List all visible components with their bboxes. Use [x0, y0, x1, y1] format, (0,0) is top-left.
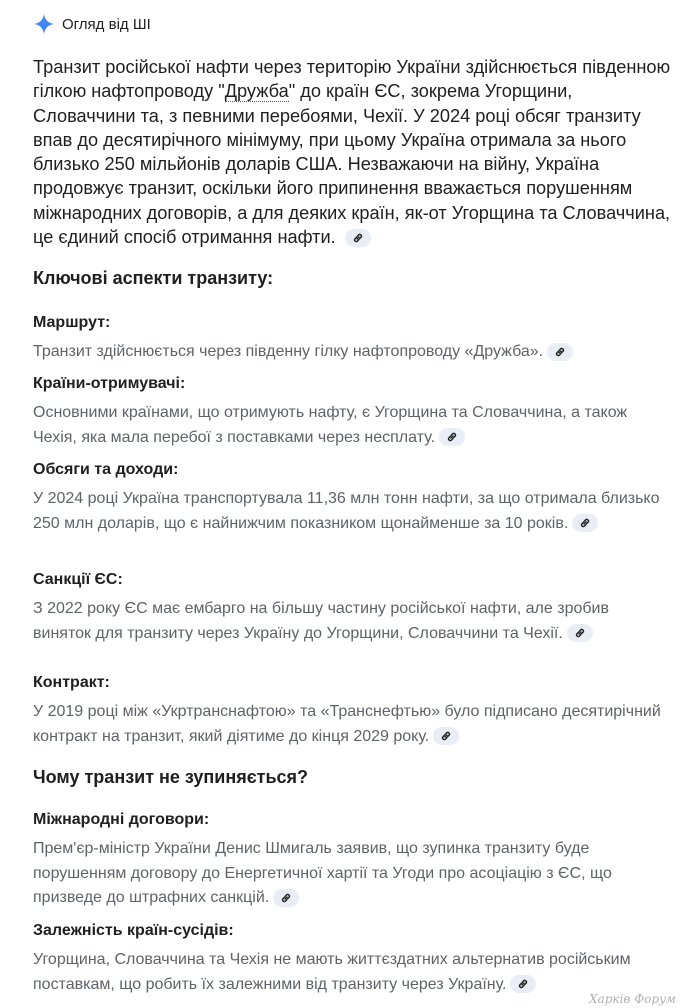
item-text-body: У 2024 році Україна транспортувала 11,36 млн тонн нафти, за що отримала близько 250 млн доларів, що є найнижчим показником щонайменше за 10 років.: [33, 490, 660, 532]
source-link-button[interactable]: [510, 975, 536, 993]
source-link-button[interactable]: [345, 229, 371, 247]
link-icon: [517, 978, 529, 990]
source-link-button[interactable]: [572, 514, 598, 532]
section-heading-key-aspects: Ключові аспекти транзиту:: [33, 268, 274, 288]
item-text: [33, 948, 663, 997]
item-text: [33, 340, 663, 365]
intro-paragraph: [33, 55, 673, 249]
source-link-button[interactable]: [547, 343, 573, 361]
item-text-body: З 2022 року ЄС має ембарго на більшу частину російської нафти, але зробив виняток для транзиту через Україну до Угорщини, Словаччини та Чехії.: [33, 600, 609, 642]
link-icon: [574, 627, 586, 639]
source-link-button[interactable]: [567, 624, 593, 642]
watermark: Харків Форум: [589, 992, 676, 1006]
source-link-button[interactable]: [273, 889, 299, 907]
ai-overview-title: Огляд від ШІ: [62, 15, 151, 33]
sparkle-icon: [34, 14, 54, 34]
list-item: [33, 314, 663, 365]
list-item: [33, 375, 663, 450]
item-text: [33, 597, 663, 646]
item-title: Контракт:: [33, 674, 110, 691]
list-item: [33, 571, 663, 646]
source-link-button[interactable]: [433, 727, 459, 745]
link-icon: [446, 431, 458, 443]
item-title: Залежність країн-сусідів:: [33, 922, 234, 939]
item-text: [33, 700, 663, 749]
item-text: [33, 837, 663, 911]
druzhba-term[interactable]: Дружба: [224, 81, 289, 102]
item-text: [33, 487, 663, 536]
item-text-body: У 2019 році між «Укртранснафтою» та «Транснефтью» було підписано десятирічний контракт на транзит, який діятиме до кінця 2029 року.: [33, 703, 661, 745]
list-item: [33, 674, 663, 749]
item-title: Міжнародні договори:: [33, 811, 210, 828]
item-text-body: Транзит здійснюється через південну гілку нафтопроводу «Дружба».: [33, 343, 544, 360]
item-text: [33, 401, 663, 450]
item-title: Обсяги та доходи:: [33, 461, 179, 478]
item-text-body: Угорщина, Словаччина та Чехія не мають життєздатних альтернатив російським поставкам, що робить їх залежними від транзиту через Україну.: [33, 951, 631, 993]
list-item: [33, 461, 663, 536]
item-title: Країни-отримувачі:: [33, 375, 186, 392]
item-text-body: Основними країнами, що отримують нафту, є Угорщина та Словаччина, а також Чехія, яка мала перебої з поставками через несплату.: [33, 404, 628, 446]
link-icon: [280, 892, 292, 904]
section-heading-why-not-stopped: Чому транзит не зупиняється?: [33, 767, 309, 787]
item-text-body: Прем'єр-міністр України Денис Шмигаль заявив, що зупинка транзиту буде порушенням договору до Енергетичної хартії та Угоди про асоціацію з ЄС, що призведе до штрафних санкцій.: [33, 840, 612, 906]
list-item: [33, 811, 663, 911]
intro-text-2: " до країн ЄС, зокрема Угорщини, Словаччини та, з певними перебоями, Чехії. У 2024 році обсяг транзиту впав до десятирічного мінімуму, при цьому Україна отримала за нього близько 250 мільйонів доларів США. Незважаючи на війну, Україна продовжує транзит, оскільки його припинення вважається порушенням міжнародних договорів, а для деяких країн, як-от Угорщина та Словаччина, це єдиний спосіб отримання нафти.: [33, 81, 671, 248]
item-title: Маршрут:: [33, 314, 111, 331]
intro-text-1: Транзит російської нафти через територію України здійснюється південною гілкою нафтопроводу ": [33, 57, 671, 102]
link-icon: [440, 730, 452, 742]
list-item: [33, 922, 663, 997]
link-icon: [579, 517, 591, 529]
link-icon: [554, 346, 566, 358]
link-icon: [352, 232, 364, 244]
item-title: Санкції ЄС:: [33, 571, 123, 588]
source-link-button[interactable]: [439, 428, 465, 446]
ai-overview-header: [34, 14, 151, 34]
